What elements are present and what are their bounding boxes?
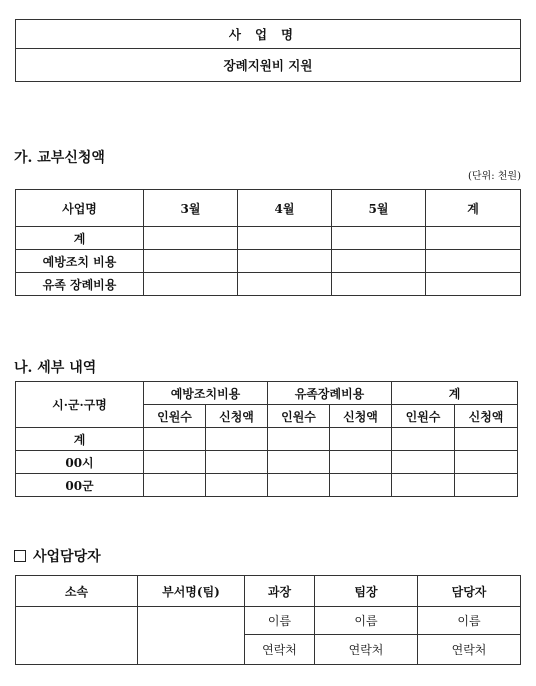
group-header-prevention: 예방조치비용 bbox=[144, 382, 268, 405]
table-cell[interactable] bbox=[455, 451, 518, 474]
row-label-city: 00시 bbox=[16, 451, 144, 474]
table-cell[interactable] bbox=[332, 227, 426, 250]
col-header-april: 4월 bbox=[238, 190, 332, 227]
table-cell[interactable] bbox=[144, 474, 206, 497]
table-cell[interactable] bbox=[392, 474, 455, 497]
table-row bbox=[16, 451, 518, 474]
subcol-amount: 신청액 bbox=[206, 405, 268, 428]
col-header-may: 5월 bbox=[332, 190, 426, 227]
table-cell[interactable] bbox=[330, 474, 392, 497]
name-label: 이름 bbox=[245, 607, 315, 635]
contact-label: 연락처 bbox=[418, 635, 521, 665]
table-row bbox=[16, 474, 518, 497]
col-header-region: 시·군·구명 bbox=[16, 382, 144, 428]
table-row bbox=[16, 227, 521, 250]
table-cell[interactable] bbox=[206, 428, 268, 451]
group-header-funeral: 유족장례비용 bbox=[268, 382, 392, 405]
project-name: 장례지원비 지원 bbox=[16, 49, 521, 82]
col-header-manager: 담당자 bbox=[418, 576, 521, 607]
subcol-amount: 신청액 bbox=[455, 405, 518, 428]
table-cell[interactable] bbox=[392, 428, 455, 451]
table-cell[interactable] bbox=[144, 250, 238, 273]
table-cell[interactable] bbox=[238, 227, 332, 250]
table-cell[interactable] bbox=[426, 227, 521, 250]
unit-label: (단위: 천원) bbox=[468, 171, 521, 182]
table-cell[interactable] bbox=[268, 474, 330, 497]
table-cell[interactable] bbox=[426, 273, 521, 296]
table-cell[interactable] bbox=[238, 250, 332, 273]
table-cell[interactable] bbox=[144, 451, 206, 474]
col-header-section-chief: 과장 bbox=[245, 576, 315, 607]
subcol-count: 인원수 bbox=[392, 405, 455, 428]
table-cell[interactable] bbox=[332, 273, 426, 296]
affiliation-cell[interactable] bbox=[16, 607, 138, 665]
col-header-department: 부서명(팀) bbox=[138, 576, 245, 607]
subcol-amount: 신청액 bbox=[330, 405, 392, 428]
table-cell[interactable] bbox=[206, 451, 268, 474]
row-label-funeral: 유족 장례비용 bbox=[16, 273, 144, 296]
table-cell[interactable] bbox=[330, 451, 392, 474]
table-row bbox=[16, 273, 521, 296]
table-cell[interactable] bbox=[206, 474, 268, 497]
contact-label: 연락처 bbox=[315, 635, 418, 665]
table-cell[interactable] bbox=[144, 428, 206, 451]
table-cell[interactable] bbox=[268, 428, 330, 451]
table-row bbox=[16, 250, 521, 273]
section-a-title: 가. 교부신청액 bbox=[14, 150, 105, 166]
group-header-total: 계 bbox=[392, 382, 518, 405]
section-c-title: 사업담당자 bbox=[33, 549, 101, 565]
table-cell[interactable] bbox=[392, 451, 455, 474]
table-cell[interactable] bbox=[455, 428, 518, 451]
contact-table bbox=[15, 575, 521, 665]
grant-request-table bbox=[15, 189, 521, 296]
project-title-table bbox=[15, 19, 521, 82]
table-cell[interactable] bbox=[238, 273, 332, 296]
table-cell[interactable] bbox=[330, 428, 392, 451]
table-cell[interactable] bbox=[455, 474, 518, 497]
detail-table bbox=[15, 381, 518, 497]
contact-label: 연락처 bbox=[245, 635, 315, 665]
table-cell[interactable] bbox=[144, 273, 238, 296]
section-b-title: 나. 세부 내역 bbox=[14, 360, 97, 376]
row-label-total: 계 bbox=[16, 428, 144, 451]
col-header-march: 3월 bbox=[144, 190, 238, 227]
col-header-affiliation: 소속 bbox=[16, 576, 138, 607]
row-label-prevention: 예방조치 비용 bbox=[16, 250, 144, 273]
project-header-label: 사업명 bbox=[16, 20, 521, 49]
row-label-county: 00군 bbox=[16, 474, 144, 497]
name-label: 이름 bbox=[418, 607, 521, 635]
table-cell[interactable] bbox=[268, 451, 330, 474]
subcol-count: 인원수 bbox=[268, 405, 330, 428]
col-header-total: 계 bbox=[426, 190, 521, 227]
row-label-total: 계 bbox=[16, 227, 144, 250]
name-label: 이름 bbox=[315, 607, 418, 635]
table-cell[interactable] bbox=[144, 227, 238, 250]
checkbox-icon bbox=[14, 550, 26, 562]
department-cell[interactable] bbox=[138, 607, 245, 665]
table-cell[interactable] bbox=[332, 250, 426, 273]
section-c-heading bbox=[14, 546, 101, 566]
col-header-team-leader: 팀장 bbox=[315, 576, 418, 607]
subcol-count: 인원수 bbox=[144, 405, 206, 428]
col-header-project: 사업명 bbox=[16, 190, 144, 227]
table-row bbox=[16, 428, 518, 451]
table-cell[interactable] bbox=[426, 250, 521, 273]
